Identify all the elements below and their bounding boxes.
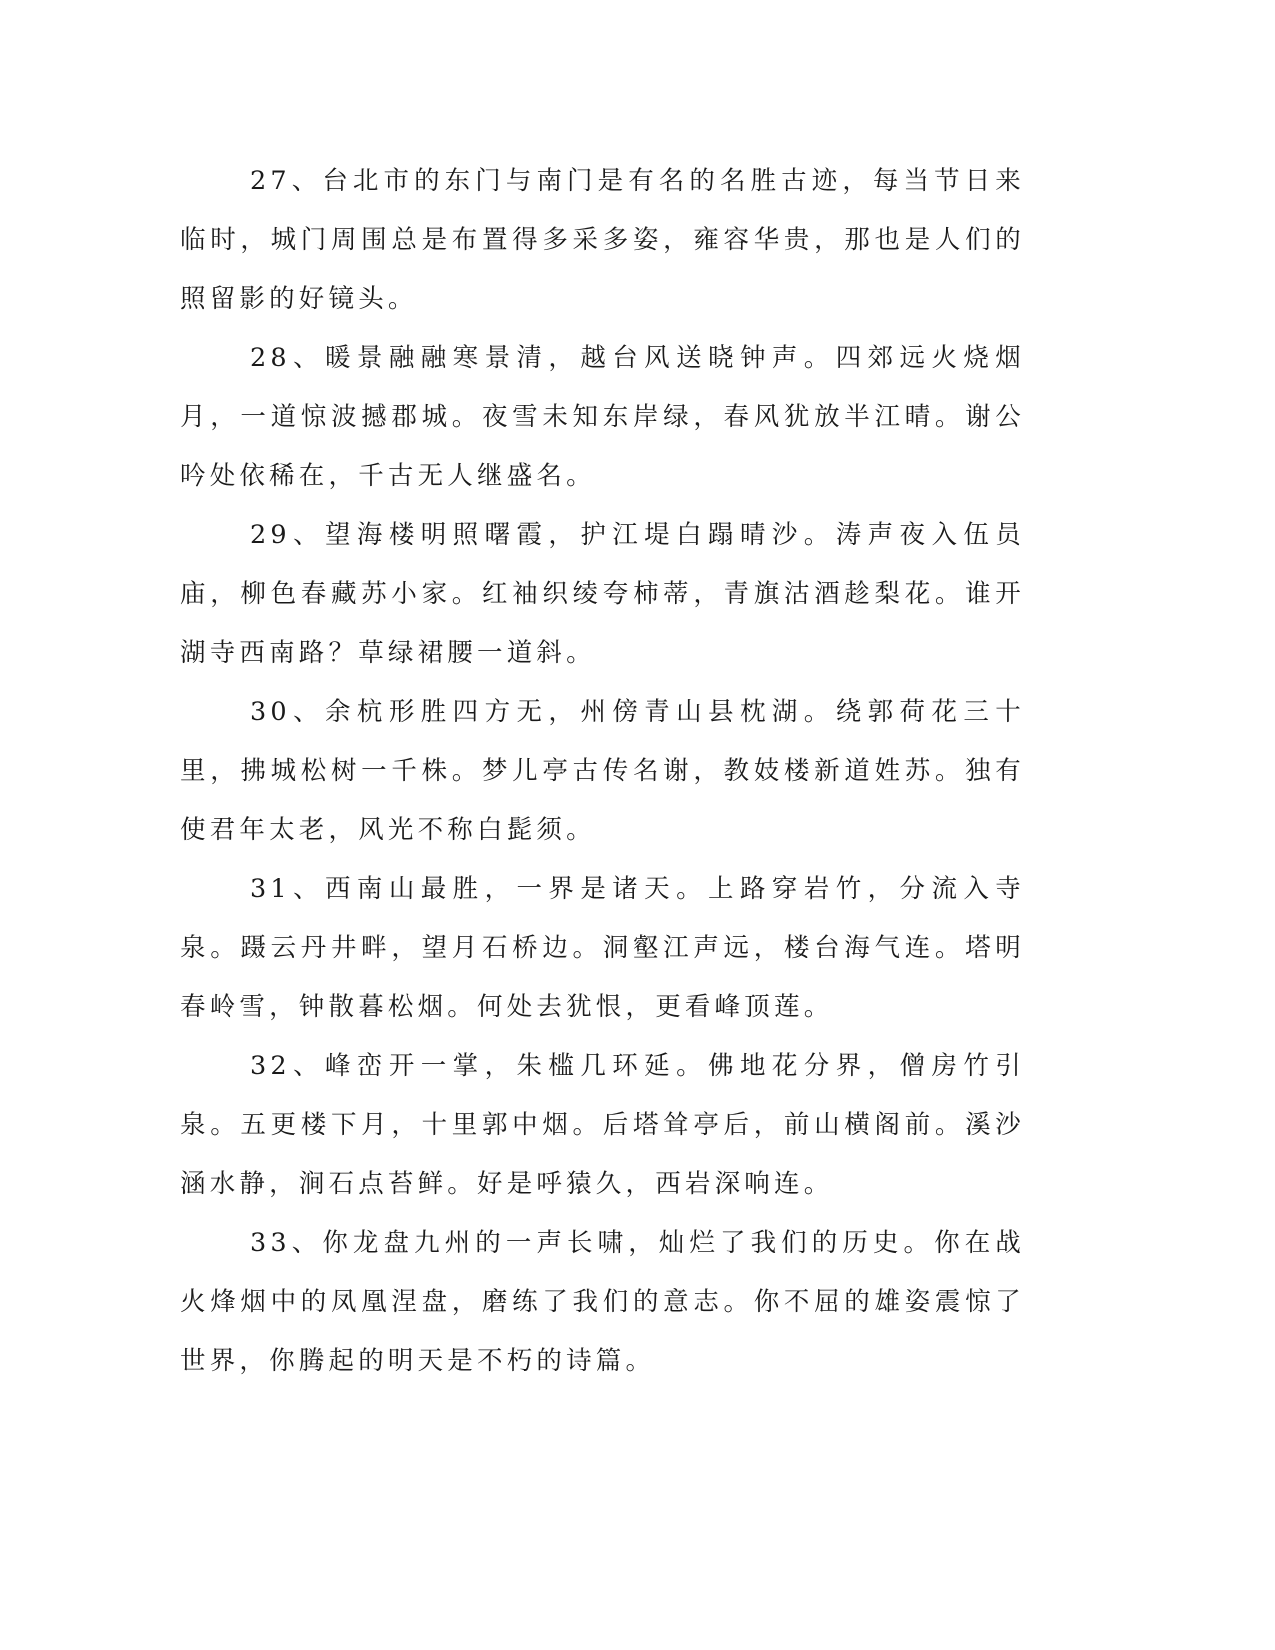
paragraph-33: 33、你龙盘九州的一声长啸，灿烂了我们的历史。你在战火烽烟中的凤凰涅盘，磨练了我们的意志。你不屈的雄姿震惊了世界，你腾起的明天是不朽的诗篇。 [180,1228,1025,1376]
paragraph-30: 30、余杭形胜四方无，州傍青山县枕湖。绕郭荷花三十里，拂城松树一千株。梦儿亭古传名谢，教妓楼新道姓苏。独有使君年太老，风光不称白髭须。 [180,697,1025,845]
paragraph-31: 31、西南山最胜，一界是诸天。上路穿岩竹，分流入寺泉。蹑云丹井畔，望月石桥边。洞壑江声远，楼台海气连。塔明春岭雪，钟散暮松烟。何处去犹恨，更看峰顶莲。 [180,874,1025,1022]
paragraph-27: 27、台北市的东门与南门是有名的名胜古迹，每当节日来临时，城门周围总是布置得多采多姿，雍容华贵，那也是人们的照留影的好镜头。 [180,166,1025,314]
document-body [180,152,1025,1391]
paragraph-32: 32、峰峦开一掌，朱槛几环延。佛地花分界，僧房竹引泉。五更楼下月，十里郭中烟。后塔耸亭后，前山横阁前。溪沙涵水静，涧石点苔鲜。好是呼猿久，西岩深响连。 [180,1051,1025,1199]
paragraph-28: 28、暖景融融寒景清，越台风送晓钟声。四郊远火烧烟月，一道惊波撼郡城。夜雪未知东岸绿，春风犹放半江晴。谢公吟处依稀在，千古无人继盛名。 [180,343,1025,491]
paragraph-29: 29、望海楼明照曙霞，护江堤白蹋晴沙。涛声夜入伍员庙，柳色春藏苏小家。红袖织绫夸柿蒂，青旗沽酒趁梨花。谁开湖寺西南路？草绿裙腰一道斜。 [180,520,1025,668]
